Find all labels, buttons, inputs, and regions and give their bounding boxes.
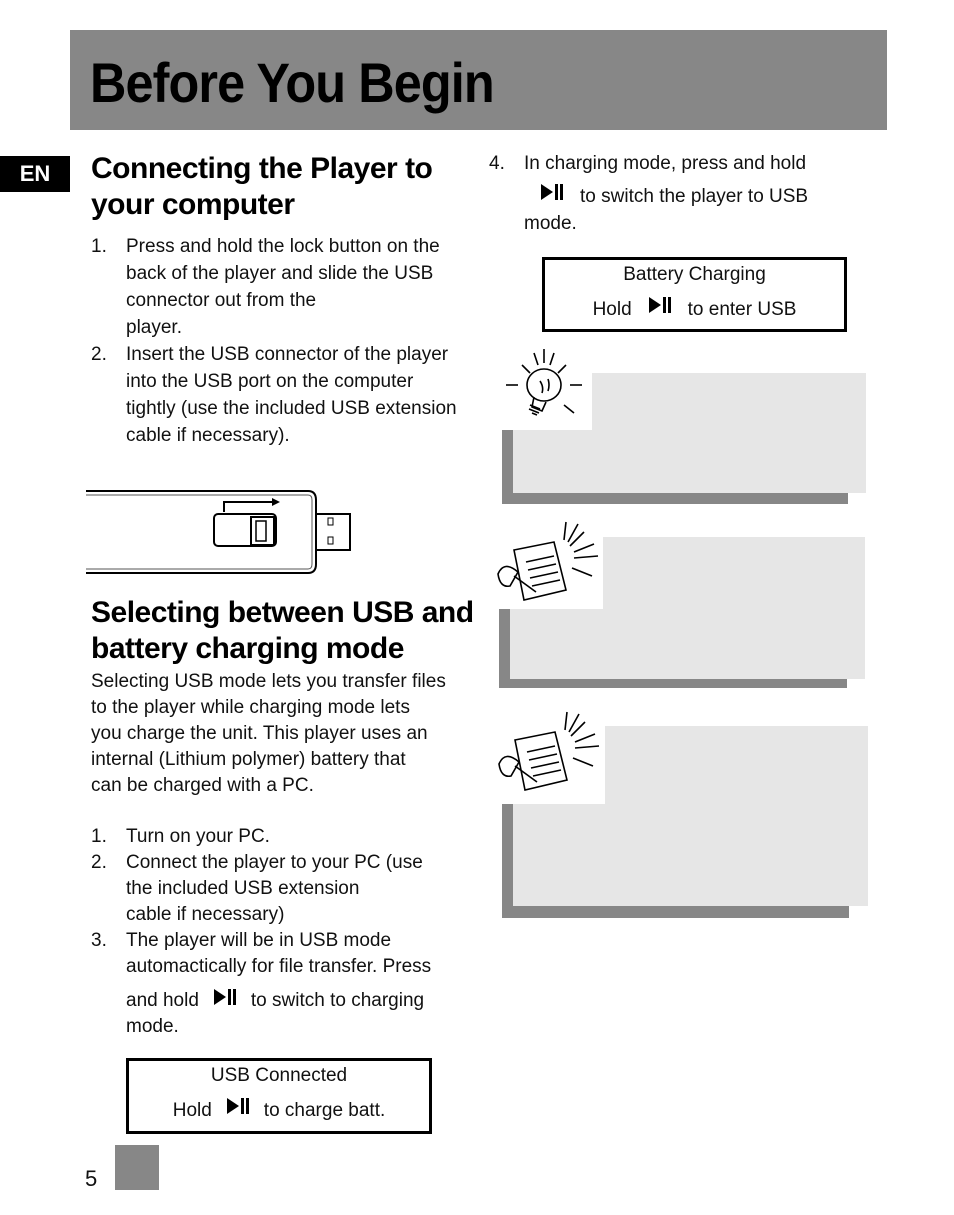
language-tab: EN <box>0 156 70 192</box>
play-pause-icon <box>648 296 672 314</box>
list-item: 1. Press and hold the lock button on the back of the player and slide the USB connector out from the player. <box>91 236 440 338</box>
section-connecting <box>91 151 471 223</box>
lcd-line: USB Connected <box>210 1065 348 1086</box>
play-pause-icon <box>213 988 237 1006</box>
right-steps <box>489 150 869 237</box>
lcd-line: Battery Charging <box>623 264 766 285</box>
page-tab <box>115 1145 159 1190</box>
play-pause-icon <box>540 183 564 201</box>
page-title: Before You Begin <box>90 51 494 114</box>
page-number: 5 <box>85 1166 98 1191</box>
play-pause-icon <box>226 1097 250 1115</box>
list-item: 3. The player will be in USB mode automactically for file transfer. Press and hold to switch to charging mode. <box>91 930 432 1037</box>
section-heading: Connecting the Player to your computer <box>91 152 433 221</box>
list-item: 2. Insert the USB connector of the player into the USB port on the computer tightly (use the included USB extension cable if necessary). <box>91 344 457 446</box>
mode-description: Selecting USB mode lets you transfer files to the player while charging mode lets you charge the unit. This player uses an internal (Lithium polymer) battery that can be charged with a PC. <box>91 671 446 796</box>
connect-steps <box>91 233 481 449</box>
section-heading: Selecting between USB and battery charging mode <box>91 596 474 665</box>
mode-steps <box>91 824 481 1040</box>
list-item: 4. In charging mode, press and hold to switch the player to USB mode. <box>489 153 809 234</box>
list-item: 2. Connect the player to your PC (use the included USB extension cable if necessary) <box>91 852 423 925</box>
lcd-usb-connected <box>126 1058 432 1134</box>
lcd-battery-charging <box>542 257 847 332</box>
lightbulb-tip-icon <box>502 347 586 429</box>
list-item: 1. Turn on your PC. <box>91 826 270 847</box>
lcd-line: Hold to charge batt. <box>129 1095 429 1127</box>
note-paper-icon <box>494 520 602 606</box>
note-paper-icon <box>495 710 603 798</box>
usb-player-illustration <box>86 488 356 576</box>
section-selecting-mode <box>91 595 481 667</box>
lcd-line: Hold to enter USB <box>545 294 844 326</box>
